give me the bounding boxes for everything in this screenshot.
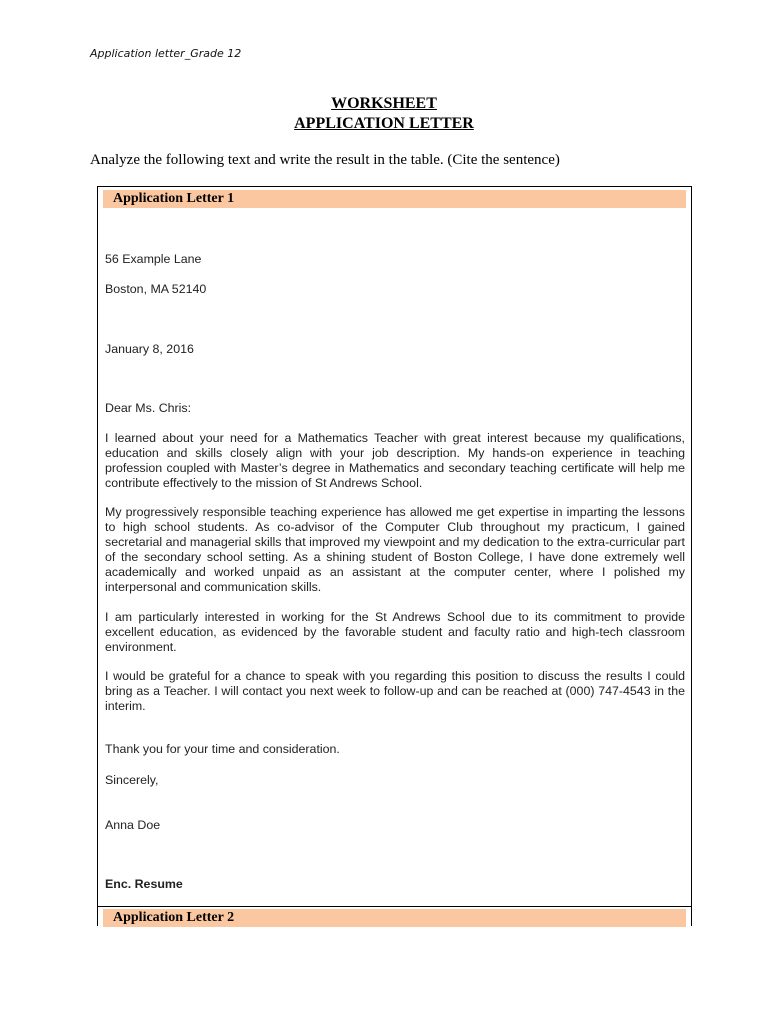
signature-name: Anna Doe <box>105 818 161 832</box>
title-line-1: WORKSHEET <box>331 95 437 112</box>
body-paragraph-1: I learned about your need for a Mathematics Teacher with great interest because my qualifications, education and skills closely align with your job description. My hands-on experience in teaching profession coupled with Master’s degree in Mathematics and secondary teaching certificate will help me contribute effectively to the mission of St Andrews School. <box>105 431 685 490</box>
body-paragraph-4: I would be grateful for a chance to speak with you regarding this position to discuss the results I could bring as a Teacher. I will contact you next week to follow-up and can be reached at (000) 747-4543 in the interim. <box>105 669 685 713</box>
enclosure-note: Enc. Resume <box>105 877 183 891</box>
letter-1-heading: Application Letter 1 <box>103 190 686 208</box>
page-header-note: Application letter_Grade 12 <box>90 47 242 60</box>
thanks-line: Thank you for your time and consideration. <box>105 742 340 756</box>
letter-2-heading: Application Letter 2 <box>103 909 686 927</box>
table-divider <box>98 906 691 907</box>
letter-table <box>97 186 692 926</box>
body-paragraph-2: My progressively responsible teaching experience has allowed me get expertise in imparting the lessons to high school students. As co-advisor of the Computer Club throughout my practicum, I gained secretarial and managerial skills that improved my viewpoint and my dedication to the extra-curricular part of the secondary school setting. As a shining student of Boston College, I have done extremely well academically and worked unpaid as an assistant at the computer center, where I polished my interpersonal and communication skills. <box>105 505 685 594</box>
letter-date: January 8, 2016 <box>105 342 194 356</box>
closing: Sincerely, <box>105 773 159 787</box>
body-paragraph-3: I am particularly interested in working for the St Andrews School due to its commitment to provide excellent education, as evidenced by the favorable student and faculty ratio and high-tech classroom environment. <box>105 610 685 654</box>
instruction-text: Analyze the following text and write the result in the table. (Cite the sentence) <box>90 152 560 168</box>
salutation: Dear Ms. Chris: <box>105 401 192 415</box>
address-line-2: Boston, MA 52140 <box>105 282 207 296</box>
worksheet-title <box>0 94 768 134</box>
address-line-1: 56 Example Lane <box>105 252 202 266</box>
title-line-2: APPLICATION LETTER <box>294 115 474 132</box>
